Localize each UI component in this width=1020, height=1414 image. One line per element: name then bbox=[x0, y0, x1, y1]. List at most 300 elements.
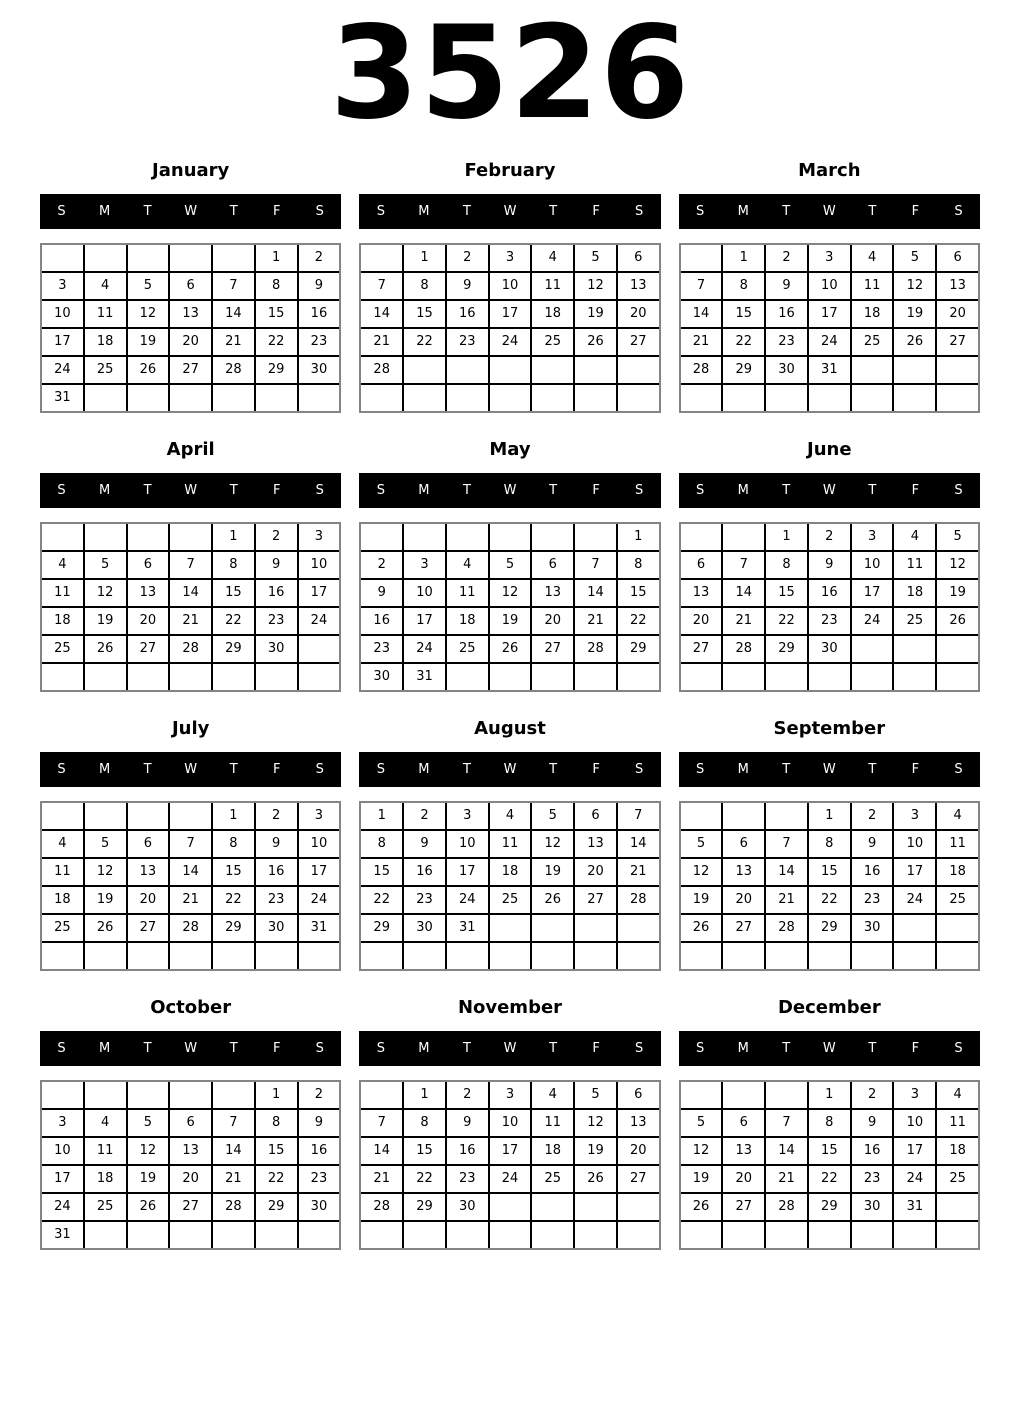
day-cell-empty bbox=[42, 803, 83, 829]
day-cell: 20 bbox=[723, 887, 764, 913]
day-cell: 17 bbox=[852, 580, 893, 606]
month-december bbox=[679, 984, 980, 1263]
day-cell: 12 bbox=[490, 580, 531, 606]
day-cell-empty bbox=[937, 915, 978, 941]
day-cell: 25 bbox=[447, 636, 488, 662]
weekday-header-label: M bbox=[418, 482, 430, 498]
day-cell: 11 bbox=[447, 580, 488, 606]
day-cell-empty bbox=[128, 943, 169, 969]
day-cell: 24 bbox=[42, 357, 83, 383]
day-cell: 27 bbox=[937, 329, 978, 355]
day-cell: 3 bbox=[490, 1082, 531, 1108]
day-cell: 4 bbox=[85, 273, 126, 299]
day-cell: 21 bbox=[213, 1166, 254, 1192]
day-cell: 12 bbox=[894, 273, 935, 299]
day-cell: 10 bbox=[404, 580, 445, 606]
weekday-header-label: M bbox=[98, 761, 111, 777]
day-cell: 5 bbox=[128, 1110, 169, 1136]
day-cell: 11 bbox=[937, 1110, 978, 1136]
day-cell: 26 bbox=[128, 1194, 169, 1220]
day-cell-empty bbox=[937, 385, 978, 411]
day-cell: 2 bbox=[809, 524, 850, 550]
month-day-grid bbox=[40, 1080, 341, 1250]
day-cell: 21 bbox=[213, 329, 254, 355]
weekday-header-bar bbox=[679, 473, 980, 508]
day-cell: 6 bbox=[723, 1110, 764, 1136]
day-cell: 27 bbox=[618, 1166, 659, 1192]
weekday-header-label: T bbox=[462, 482, 471, 498]
day-cell: 19 bbox=[894, 301, 935, 327]
day-cell: 8 bbox=[404, 273, 445, 299]
day-cell: 12 bbox=[681, 1138, 722, 1164]
day-cell-empty bbox=[575, 1222, 616, 1248]
day-cell: 13 bbox=[170, 1138, 211, 1164]
day-cell: 27 bbox=[170, 357, 211, 383]
weekday-header-bar bbox=[359, 194, 660, 229]
day-cell: 6 bbox=[532, 552, 573, 578]
day-cell-empty bbox=[575, 357, 616, 383]
weekday-header-label: T bbox=[229, 761, 238, 777]
weekday-header-label: F bbox=[911, 761, 920, 777]
day-cell: 13 bbox=[937, 273, 978, 299]
day-cell: 19 bbox=[85, 887, 126, 913]
day-cell-empty bbox=[361, 385, 402, 411]
day-cell: 25 bbox=[852, 329, 893, 355]
month-day-grid bbox=[359, 1080, 660, 1250]
weekday-header-label: W bbox=[822, 1040, 836, 1056]
day-cell: 15 bbox=[723, 301, 764, 327]
day-cell: 13 bbox=[128, 859, 169, 885]
day-cell-empty bbox=[361, 943, 402, 969]
day-cell: 27 bbox=[170, 1194, 211, 1220]
day-cell: 12 bbox=[575, 1110, 616, 1136]
day-cell: 12 bbox=[532, 831, 573, 857]
day-cell: 21 bbox=[618, 859, 659, 885]
day-cell: 28 bbox=[170, 915, 211, 941]
day-cell: 3 bbox=[42, 1110, 83, 1136]
day-cell-empty bbox=[490, 1222, 531, 1248]
weekday-header-label: W bbox=[184, 482, 198, 498]
day-cell: 17 bbox=[299, 859, 340, 885]
day-cell: 24 bbox=[404, 636, 445, 662]
day-cell: 1 bbox=[723, 245, 764, 271]
day-cell: 20 bbox=[618, 1138, 659, 1164]
day-cell: 22 bbox=[256, 329, 297, 355]
weekday-header-label: M bbox=[737, 761, 749, 777]
day-cell: 23 bbox=[299, 1166, 340, 1192]
day-cell-empty bbox=[490, 385, 531, 411]
day-cell: 12 bbox=[85, 580, 126, 606]
day-cell-empty bbox=[618, 943, 659, 969]
day-cell: 5 bbox=[128, 273, 169, 299]
day-cell: 2 bbox=[447, 245, 488, 271]
month-title: June bbox=[807, 438, 852, 460]
day-cell: 8 bbox=[618, 552, 659, 578]
month-day-grid bbox=[679, 522, 980, 692]
weekday-header-label: T bbox=[143, 482, 152, 498]
weekday-header-label: M bbox=[737, 203, 749, 219]
month-title: February bbox=[464, 159, 556, 181]
month-day-grid bbox=[40, 522, 341, 692]
weekday-header-label: F bbox=[911, 1040, 920, 1056]
day-cell-empty bbox=[681, 1222, 722, 1248]
weekday-header-label: S bbox=[57, 482, 66, 498]
day-cell: 21 bbox=[766, 887, 807, 913]
day-cell: 23 bbox=[447, 1166, 488, 1192]
day-cell: 1 bbox=[361, 803, 402, 829]
day-cell-empty bbox=[809, 1222, 850, 1248]
day-cell: 3 bbox=[809, 245, 850, 271]
day-cell: 19 bbox=[681, 1166, 722, 1192]
month-june bbox=[679, 426, 980, 705]
weekday-header-label: S bbox=[635, 1040, 644, 1056]
day-cell: 26 bbox=[128, 357, 169, 383]
day-cell: 30 bbox=[766, 357, 807, 383]
day-cell-empty bbox=[809, 664, 850, 690]
day-cell-empty bbox=[213, 943, 254, 969]
day-cell: 11 bbox=[42, 580, 83, 606]
day-cell: 1 bbox=[213, 524, 254, 550]
day-cell-empty bbox=[766, 664, 807, 690]
day-cell-empty bbox=[128, 664, 169, 690]
day-cell: 22 bbox=[404, 1166, 445, 1192]
day-cell: 15 bbox=[404, 301, 445, 327]
weekday-header-label: T bbox=[229, 1040, 238, 1056]
day-cell-empty bbox=[618, 1222, 659, 1248]
day-cell: 2 bbox=[299, 1082, 340, 1108]
day-cell-empty bbox=[85, 524, 126, 550]
day-cell-empty bbox=[723, 1222, 764, 1248]
weekday-header-label: S bbox=[954, 1040, 963, 1056]
day-cell-empty bbox=[256, 385, 297, 411]
day-cell: 30 bbox=[809, 636, 850, 662]
weekday-header-label: F bbox=[592, 482, 600, 498]
month-day-grid bbox=[679, 243, 980, 413]
day-cell: 22 bbox=[723, 329, 764, 355]
day-cell: 25 bbox=[532, 1166, 573, 1192]
day-cell: 16 bbox=[447, 1138, 488, 1164]
day-cell: 7 bbox=[681, 273, 722, 299]
day-cell: 11 bbox=[852, 273, 893, 299]
weekday-header-label: S bbox=[57, 1040, 66, 1056]
day-cell-empty bbox=[128, 803, 169, 829]
day-cell-empty bbox=[618, 915, 659, 941]
weekday-header-label: F bbox=[911, 203, 920, 219]
day-cell: 10 bbox=[299, 552, 340, 578]
weekday-header-bar bbox=[40, 194, 341, 229]
day-cell: 17 bbox=[894, 859, 935, 885]
day-cell: 8 bbox=[766, 552, 807, 578]
month-day-grid bbox=[359, 801, 660, 971]
day-cell-empty bbox=[575, 915, 616, 941]
day-cell: 20 bbox=[170, 1166, 211, 1192]
day-cell: 7 bbox=[170, 831, 211, 857]
day-cell: 6 bbox=[128, 552, 169, 578]
day-cell: 4 bbox=[937, 803, 978, 829]
day-cell-empty bbox=[170, 1082, 211, 1108]
day-cell: 20 bbox=[128, 887, 169, 913]
day-cell: 18 bbox=[85, 1166, 126, 1192]
day-cell: 4 bbox=[490, 803, 531, 829]
day-cell: 27 bbox=[618, 329, 659, 355]
day-cell: 31 bbox=[809, 357, 850, 383]
day-cell: 28 bbox=[361, 357, 402, 383]
day-cell: 26 bbox=[85, 636, 126, 662]
day-cell: 3 bbox=[299, 803, 340, 829]
day-cell: 28 bbox=[213, 357, 254, 383]
day-cell-empty bbox=[618, 1194, 659, 1220]
day-cell: 12 bbox=[937, 552, 978, 578]
day-cell-empty bbox=[256, 1222, 297, 1248]
day-cell: 17 bbox=[490, 301, 531, 327]
weekday-header-bar bbox=[40, 1031, 341, 1066]
day-cell: 18 bbox=[894, 580, 935, 606]
weekday-header-label: S bbox=[696, 203, 705, 219]
day-cell: 25 bbox=[85, 357, 126, 383]
day-cell-empty bbox=[809, 943, 850, 969]
weekday-header-label: W bbox=[184, 761, 198, 777]
day-cell: 17 bbox=[447, 859, 488, 885]
month-january bbox=[40, 147, 341, 426]
day-cell-empty bbox=[532, 385, 573, 411]
day-cell: 26 bbox=[490, 636, 531, 662]
day-cell: 9 bbox=[256, 552, 297, 578]
day-cell: 19 bbox=[575, 301, 616, 327]
day-cell: 28 bbox=[170, 636, 211, 662]
month-title: January bbox=[152, 159, 230, 181]
day-cell-empty bbox=[852, 943, 893, 969]
day-cell: 31 bbox=[894, 1194, 935, 1220]
day-cell: 9 bbox=[361, 580, 402, 606]
day-cell: 4 bbox=[42, 831, 83, 857]
day-cell: 11 bbox=[532, 273, 573, 299]
day-cell: 30 bbox=[361, 664, 402, 690]
day-cell: 10 bbox=[299, 831, 340, 857]
day-cell: 14 bbox=[170, 859, 211, 885]
day-cell-empty bbox=[937, 1222, 978, 1248]
day-cell: 30 bbox=[299, 357, 340, 383]
weekday-header-label: S bbox=[376, 482, 385, 498]
day-cell: 24 bbox=[490, 329, 531, 355]
day-cell: 23 bbox=[852, 887, 893, 913]
weekday-header-bar bbox=[359, 473, 660, 508]
day-cell-empty bbox=[575, 1194, 616, 1220]
day-cell: 31 bbox=[42, 385, 83, 411]
day-cell: 19 bbox=[128, 1166, 169, 1192]
day-cell: 3 bbox=[490, 245, 531, 271]
day-cell: 12 bbox=[128, 301, 169, 327]
weekday-header-label: M bbox=[98, 1040, 111, 1056]
day-cell-empty bbox=[299, 636, 340, 662]
day-cell: 25 bbox=[894, 608, 935, 634]
day-cell: 24 bbox=[490, 1166, 531, 1192]
day-cell-empty bbox=[213, 1222, 254, 1248]
day-cell: 2 bbox=[852, 1082, 893, 1108]
day-cell: 6 bbox=[681, 552, 722, 578]
day-cell-empty bbox=[532, 664, 573, 690]
day-cell: 21 bbox=[766, 1166, 807, 1192]
day-cell-empty bbox=[852, 1222, 893, 1248]
day-cell: 2 bbox=[404, 803, 445, 829]
day-cell: 28 bbox=[575, 636, 616, 662]
day-cell: 5 bbox=[575, 245, 616, 271]
day-cell: 6 bbox=[937, 245, 978, 271]
weekday-header-label: T bbox=[143, 203, 152, 219]
day-cell: 19 bbox=[532, 859, 573, 885]
day-cell: 20 bbox=[128, 608, 169, 634]
weekday-header-label: W bbox=[184, 203, 198, 219]
day-cell-empty bbox=[490, 1194, 531, 1220]
day-cell-empty bbox=[723, 803, 764, 829]
day-cell: 14 bbox=[575, 580, 616, 606]
day-cell: 7 bbox=[618, 803, 659, 829]
day-cell: 27 bbox=[128, 915, 169, 941]
day-cell: 8 bbox=[256, 1110, 297, 1136]
weekday-header-label: W bbox=[503, 203, 517, 219]
day-cell-empty bbox=[575, 664, 616, 690]
day-cell-empty bbox=[85, 943, 126, 969]
day-cell: 15 bbox=[213, 859, 254, 885]
day-cell: 8 bbox=[361, 831, 402, 857]
day-cell-empty bbox=[170, 524, 211, 550]
day-cell: 29 bbox=[766, 636, 807, 662]
weekday-header-label: T bbox=[229, 203, 238, 219]
day-cell: 21 bbox=[361, 1166, 402, 1192]
day-cell: 5 bbox=[532, 803, 573, 829]
day-cell-empty bbox=[766, 1082, 807, 1108]
day-cell: 12 bbox=[128, 1138, 169, 1164]
day-cell: 1 bbox=[404, 245, 445, 271]
month-day-grid bbox=[679, 1080, 980, 1250]
day-cell-empty bbox=[490, 357, 531, 383]
day-cell-empty bbox=[128, 385, 169, 411]
day-cell: 6 bbox=[170, 1110, 211, 1136]
day-cell: 13 bbox=[618, 273, 659, 299]
day-cell: 8 bbox=[213, 552, 254, 578]
weekday-header-label: T bbox=[549, 203, 558, 219]
day-cell: 24 bbox=[852, 608, 893, 634]
day-cell: 27 bbox=[128, 636, 169, 662]
day-cell: 27 bbox=[723, 915, 764, 941]
day-cell: 19 bbox=[128, 329, 169, 355]
day-cell: 5 bbox=[894, 245, 935, 271]
day-cell-empty bbox=[532, 915, 573, 941]
day-cell: 17 bbox=[42, 329, 83, 355]
weekday-header-label: S bbox=[57, 203, 66, 219]
weekday-header-label: W bbox=[822, 482, 836, 498]
day-cell: 10 bbox=[42, 301, 83, 327]
weekday-header-label: W bbox=[503, 482, 517, 498]
weekday-header-label: F bbox=[592, 203, 600, 219]
day-cell: 4 bbox=[532, 245, 573, 271]
day-cell-empty bbox=[894, 636, 935, 662]
day-cell: 15 bbox=[256, 301, 297, 327]
day-cell: 30 bbox=[256, 636, 297, 662]
weekday-header-bar bbox=[40, 752, 341, 787]
day-cell: 20 bbox=[170, 329, 211, 355]
day-cell-empty bbox=[766, 1222, 807, 1248]
day-cell: 18 bbox=[532, 1138, 573, 1164]
day-cell: 11 bbox=[937, 831, 978, 857]
day-cell: 30 bbox=[447, 1194, 488, 1220]
day-cell-empty bbox=[490, 915, 531, 941]
day-cell: 16 bbox=[852, 1138, 893, 1164]
day-cell: 10 bbox=[490, 273, 531, 299]
day-cell: 29 bbox=[256, 357, 297, 383]
weekday-header-label: M bbox=[418, 203, 430, 219]
weekday-header-label: T bbox=[462, 1040, 471, 1056]
day-cell: 7 bbox=[361, 273, 402, 299]
day-cell-empty bbox=[852, 664, 893, 690]
day-cell-empty bbox=[723, 385, 764, 411]
weekday-header-label: M bbox=[418, 1040, 430, 1056]
month-title: April bbox=[166, 438, 215, 460]
weekday-header-label: F bbox=[592, 1040, 600, 1056]
weekday-header-label: S bbox=[954, 203, 963, 219]
weekday-header-label: S bbox=[57, 761, 66, 777]
day-cell-empty bbox=[361, 245, 402, 271]
weekday-header-label: S bbox=[376, 203, 385, 219]
day-cell: 15 bbox=[766, 580, 807, 606]
day-cell: 11 bbox=[532, 1110, 573, 1136]
weekday-header-label: T bbox=[549, 1040, 558, 1056]
day-cell-empty bbox=[681, 245, 722, 271]
weekday-header-label: S bbox=[376, 761, 385, 777]
day-cell: 24 bbox=[299, 608, 340, 634]
day-cell: 15 bbox=[361, 859, 402, 885]
day-cell: 16 bbox=[361, 608, 402, 634]
day-cell: 23 bbox=[256, 887, 297, 913]
day-cell: 4 bbox=[894, 524, 935, 550]
month-may bbox=[359, 426, 660, 705]
day-cell: 15 bbox=[256, 1138, 297, 1164]
day-cell: 7 bbox=[213, 1110, 254, 1136]
day-cell: 18 bbox=[42, 887, 83, 913]
weekday-header-label: M bbox=[737, 1040, 749, 1056]
month-march bbox=[679, 147, 980, 426]
day-cell-empty bbox=[170, 664, 211, 690]
weekday-header-label: S bbox=[376, 1040, 385, 1056]
weekday-header-label: W bbox=[503, 761, 517, 777]
day-cell-empty bbox=[681, 664, 722, 690]
weekday-header-label: F bbox=[273, 482, 281, 498]
day-cell: 27 bbox=[532, 636, 573, 662]
day-cell: 21 bbox=[170, 608, 211, 634]
day-cell: 22 bbox=[361, 887, 402, 913]
day-cell-empty bbox=[894, 385, 935, 411]
day-cell: 29 bbox=[256, 1194, 297, 1220]
weekday-header-label: T bbox=[868, 761, 877, 777]
weekday-header-label: F bbox=[273, 761, 281, 777]
day-cell: 10 bbox=[894, 831, 935, 857]
day-cell-empty bbox=[42, 943, 83, 969]
weekday-header-label: T bbox=[782, 761, 791, 777]
day-cell: 10 bbox=[42, 1138, 83, 1164]
day-cell: 14 bbox=[213, 301, 254, 327]
day-cell-empty bbox=[213, 245, 254, 271]
day-cell: 11 bbox=[85, 1138, 126, 1164]
day-cell: 18 bbox=[447, 608, 488, 634]
day-cell: 12 bbox=[575, 273, 616, 299]
day-cell: 5 bbox=[681, 1110, 722, 1136]
day-cell: 10 bbox=[447, 831, 488, 857]
day-cell: 24 bbox=[42, 1194, 83, 1220]
weekday-header-label: W bbox=[822, 761, 836, 777]
month-october bbox=[40, 984, 341, 1263]
day-cell: 11 bbox=[894, 552, 935, 578]
day-cell-empty bbox=[361, 1222, 402, 1248]
weekday-header-label: T bbox=[549, 482, 558, 498]
